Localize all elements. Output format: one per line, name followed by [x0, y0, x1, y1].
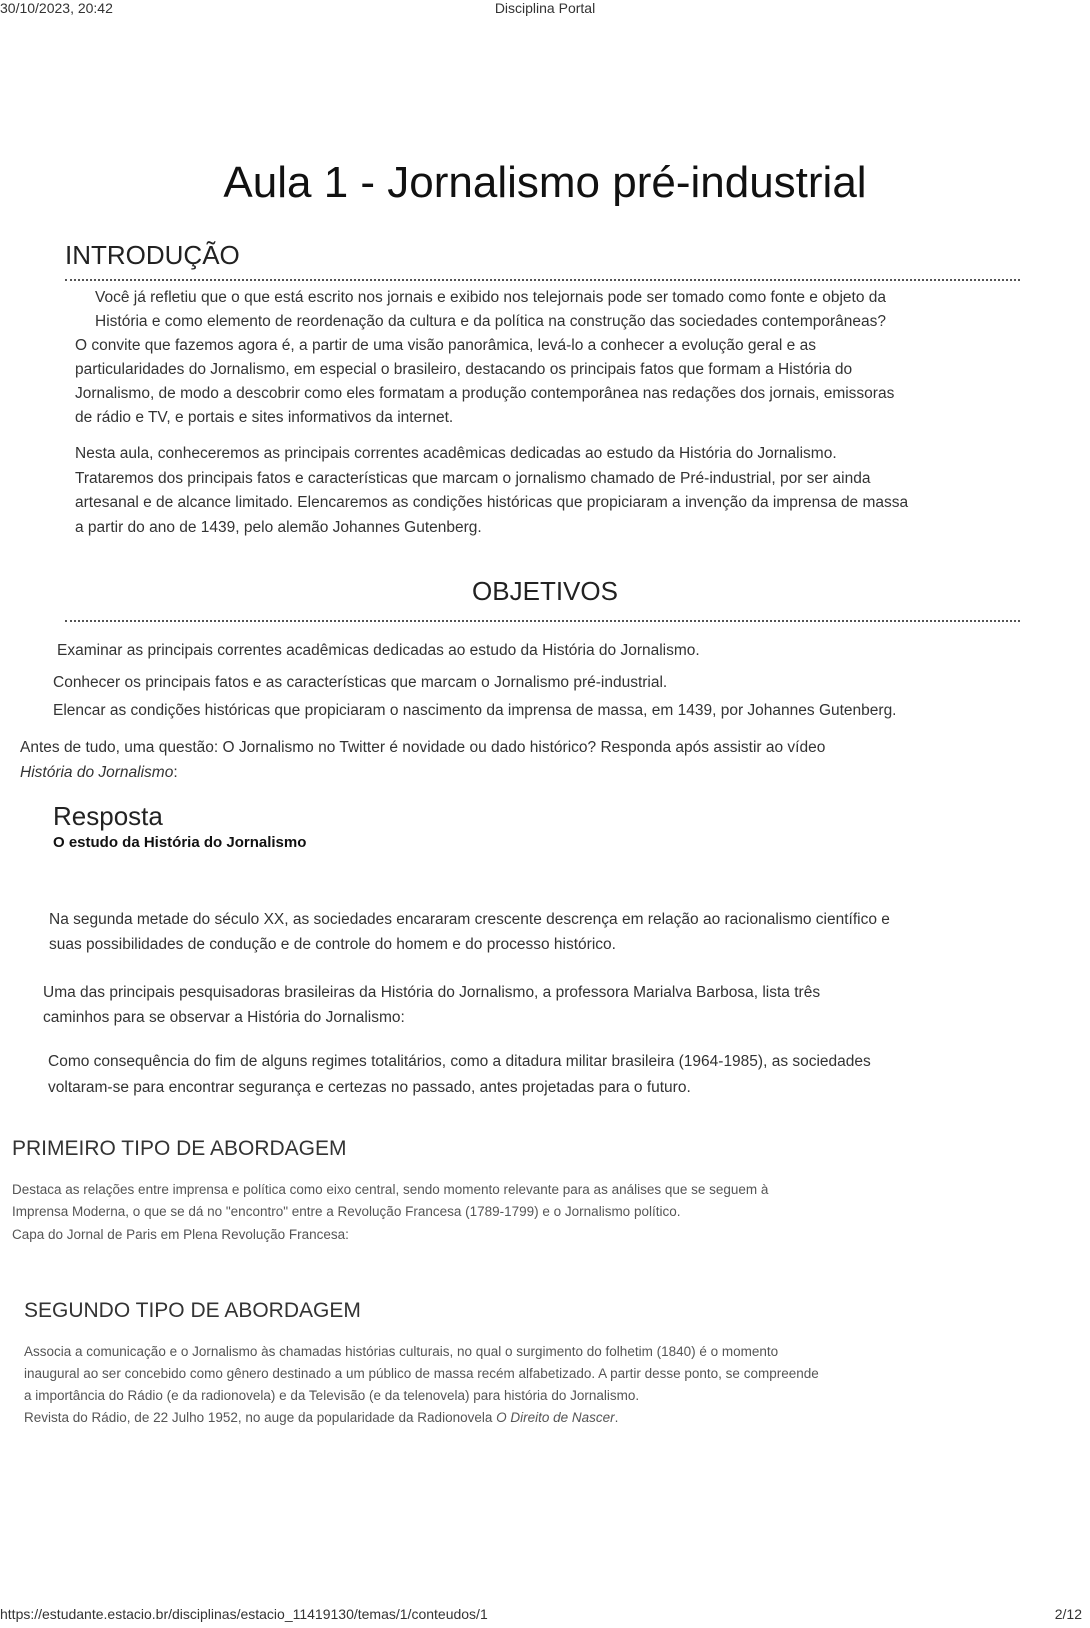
- objectives-heading: OBJETIVOS: [472, 576, 618, 606]
- answer-line: Na segunda metade do século XX, as sociedades encararam crescente descrença em relação ao racionalismo científico e: [49, 911, 890, 928]
- answer-line: caminhos para se observar a História do Jornalismo:: [43, 1009, 405, 1026]
- video-title[interactable]: História do Jornalismo: [20, 764, 174, 781]
- second-approach-line: a importância do Rádio (e da radionovela) e da Televisão (e da telenovela) para história do Jornalismo.: [24, 1388, 640, 1403]
- intro-line: Trataremos dos principais fatos e características que marcam o jornalismo chamado de Pré-industrial, por ser ainda: [75, 470, 871, 487]
- divider: [65, 279, 1020, 281]
- print-url: https://estudante.estacio.br/disciplinas/estacio_11419130/temas/1/conteudos/1: [0, 1606, 488, 1622]
- first-approach-heading: PRIMEIRO TIPO DE ABORDAGEM: [12, 1137, 347, 1160]
- answer-line: suas possibilidades de condução e de controle do homem e do processo histórico.: [49, 936, 616, 953]
- second-approach-line: Associa a comunicação e o Jornalismo às chamadas histórias culturais, no qual o surgimento do folhetim (1840) é o momento: [24, 1344, 779, 1359]
- punct: :: [173, 764, 178, 781]
- intro-line: Nesta aula, conheceremos as principais correntes acadêmicas dedicadas ao estudo da História do Jornalismo.: [75, 445, 837, 462]
- caption-text: Revista do Rádio, de 22 Julho 1952, no auge da popularidade da Radionovela: [24, 1410, 497, 1425]
- answer-subheading: O estudo da História do Jornalismo: [53, 834, 307, 851]
- caption-italic: O Direito de Nascer: [496, 1410, 615, 1425]
- intro-line: Você já refletiu que o que está escrito nos jornais e exibido nos telejornais pode ser tomado como fonte e objeto da: [95, 289, 886, 306]
- second-approach-heading: SEGUNDO TIPO DE ABORDAGEM: [24, 1299, 361, 1322]
- first-approach-line: Imprensa Moderna, o que se dá no "encontro" entre a Revolução Francesa (1789-1799) e o Jornalismo político.: [12, 1204, 681, 1219]
- answer-line: Como consequência do fim de alguns regimes totalitários, como a ditadura militar brasileira (1964-1985), as sociedades: [48, 1053, 871, 1070]
- divider: [65, 620, 1020, 622]
- punct: .: [614, 1410, 619, 1425]
- question-text: Antes de tudo, uma questão: O Jornalismo no Twitter é novidade ou dado histórico? Responda após assistir ao vídeo: [20, 739, 826, 756]
- intro-line: artesanal e de alcance limitado. Elencaremos as condições históricas que propiciaram a invenção da imprensa de massa: [75, 494, 909, 511]
- print-page-number: 2/12: [1054, 1606, 1082, 1622]
- intro-line: Jornalismo, de modo a descobrir como eles formatam a produção contemporânea nas redações dos jornais, emissoras: [75, 385, 895, 402]
- intro-line-overlap: História e como elemento de reordenação da cultura e da política na construção das sociedades contemporâneas?: [95, 313, 886, 330]
- intro-line: O convite que fazemos agora é, a partir de uma visão panorâmica, levá-lo a conhecer a evolução geral e as: [75, 337, 816, 354]
- intro-heading: INTRODUÇÃO: [65, 240, 240, 270]
- question-video: [20, 761, 178, 785]
- answer-line: Uma das principais pesquisadoras brasileiras da História do Jornalismo, a professora Marialva Barbosa, lista três: [43, 984, 821, 1001]
- objective-item: Examinar as principais correntes acadêmicas dedicadas ao estudo da História do Jornalismo.: [57, 642, 700, 659]
- print-datetime: 30/10/2023, 20:42: [0, 0, 113, 16]
- intro-line: a partir do ano de 1439, pelo alemão Johannes Gutenberg.: [75, 519, 482, 536]
- first-approach-line: Destaca as relações entre imprensa e política como eixo central, sendo momento relevante para as análises que se seguem à: [12, 1182, 769, 1197]
- first-approach-line: Capa do Jornal de Paris em Plena Revolução Francesa:: [12, 1227, 349, 1242]
- intro-line: particularidades do Jornalismo, em especial o brasileiro, destacando os principais fatos que formam a História do: [75, 361, 853, 378]
- objective-item: Elencar as condições históricas que propiciaram o nascimento da imprensa de massa, em 1439, por Johannes Gutenberg.: [53, 702, 897, 719]
- print-page-title: Disciplina Portal: [494, 0, 596, 16]
- page-title: Aula 1 - Jornalismo pré-industrial: [223, 158, 867, 207]
- second-approach-caption: [24, 1407, 618, 1430]
- answer-heading: Resposta: [53, 801, 163, 831]
- objective-item: Conhecer os principais fatos e as características que marcam o Jornalismo pré-industrial.: [53, 674, 668, 691]
- intro-line: de rádio e TV, e portais e sites informativos da internet.: [75, 409, 454, 426]
- answer-line: voltaram-se para encontrar segurança e certezas no passado, antes projetadas para o futuro.: [48, 1079, 691, 1096]
- second-approach-line: inaugural ao ser concebido como gênero destinado a um público de massa recém alfabetizado. A partir desse ponto, se compreende: [24, 1366, 819, 1381]
